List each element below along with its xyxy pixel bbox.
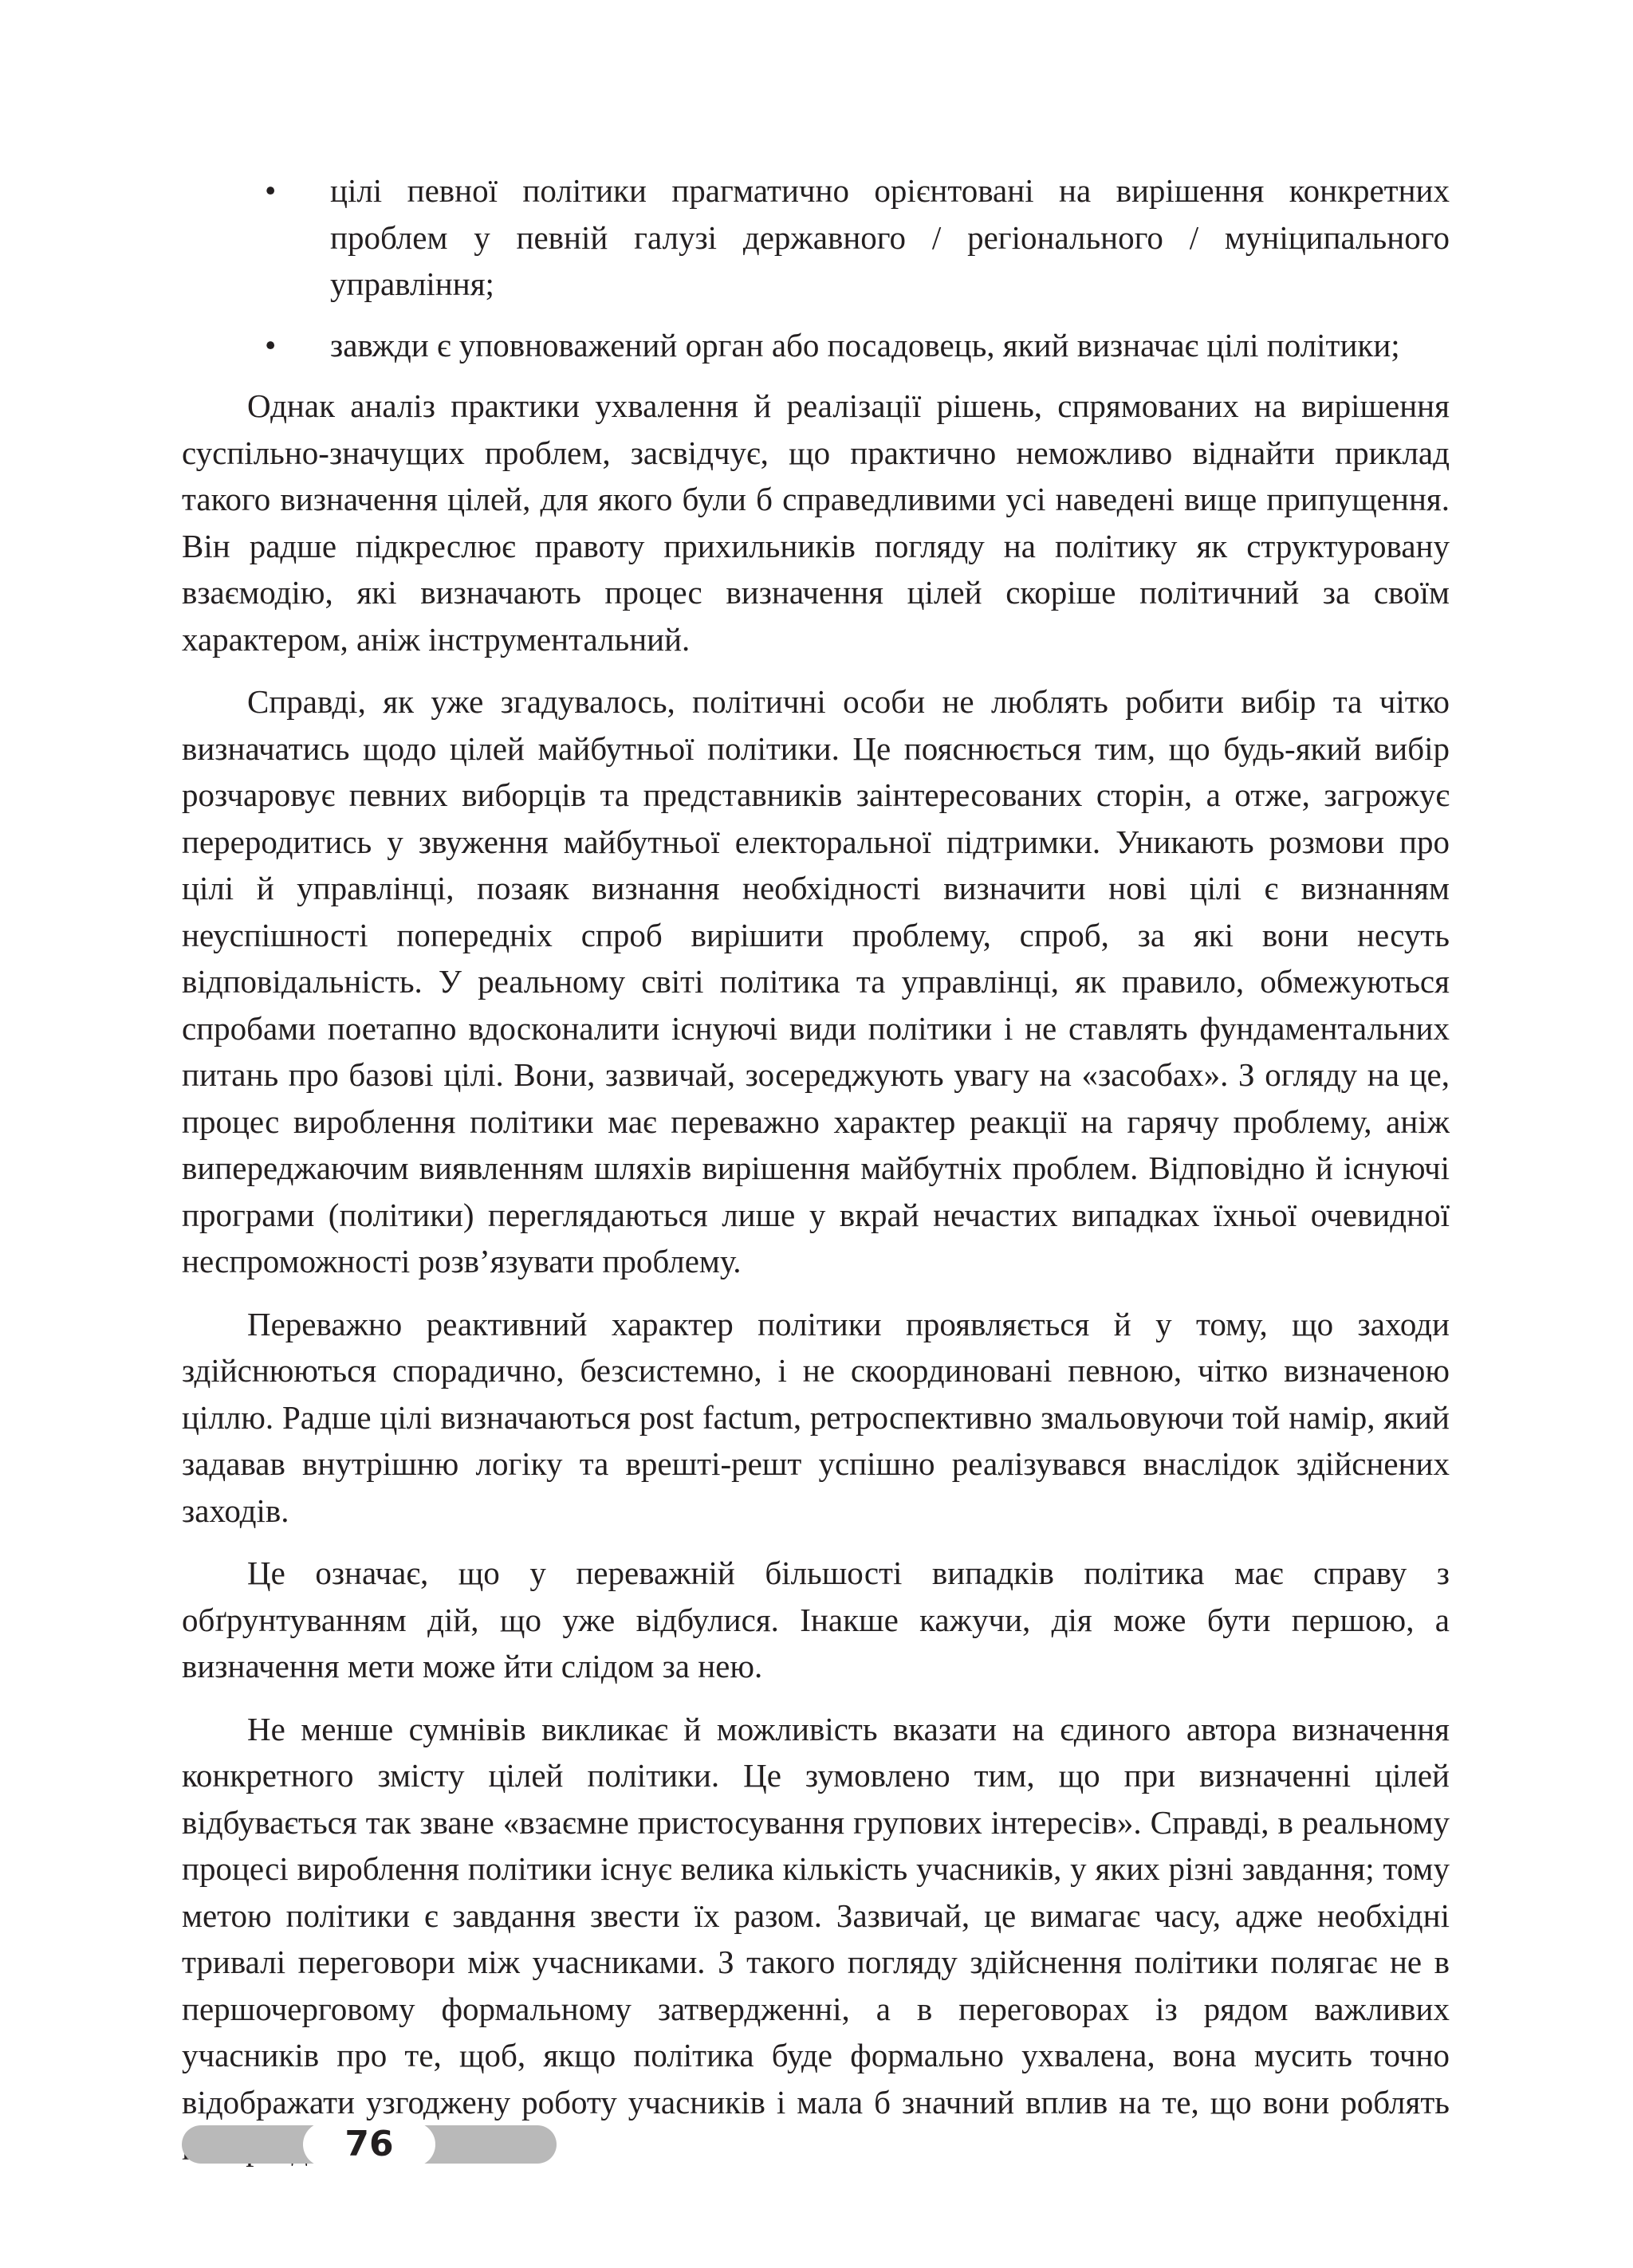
bullet-icon: • [265,172,277,209]
paragraph: Справді, як уже згадувалось, політичні особи не люблять робити вибір та чітко визначатись щодо цілей майбутньої політики. Це пояснюється тим, що будь-який вибір розчаровує певних виборців та представників заінтересованих сторін, а отже, загрожує переродитись у звуження майбутньої електоральної підтримки. Уникають розмови про цілі й управлінці, позаяк визнання необхідності визначити нові цілі є визнанням неуспішності попередніх спроб вирішити проблему, спроб, за які вони несуть відповідальність. У реальному світі політика та управлінці, як правило, обмежуються спробами поетапно вдосконалити існуючі види політики і не ставлять фундаментальних питань про базові цілі. Вони, зазвичай, зосереджують увагу на «засобах». З огляду на це, процес вироблення політики має переважно характер реакції на гарячу проблему, аніж випереджаючим виявленням шляхів вирішення майбутніх проблем. Відповідно й існуючі програми (політики) переглядаються лише у вкрай нечастих випадках їхньої очевидної неспроможності розв’язувати проблему. [182,683,1450,1279]
bullet-text: завжди є уповноважений орган або посадовець, який визначає цілі політики; [330,326,1400,364]
paragraph: Це означає, що у переважній більшості випадків політика має справу з обґрунтуванням дій, що уже відбулися. Інакше кажучи, дія може бути першою, а визначення мети може йти слідом за нею. [182,1555,1450,1684]
page-number: 76 [344,2124,394,2164]
body-text [182,167,1450,2188]
bullet-item [182,322,1450,369]
bullet-text: цілі певної політики прагматично орієнтовані на вирішення конкретних проблем у певній галузі державного / регіонального / муніципального управління; [330,172,1450,302]
paragraph: Переважно реактивний характер політики проявляється й у тому, що заходи здійснюються спорадично, безсистемно, і не скоординовані певною, чітко визначеною ціллю. Радше цілі визначаються post factum, ретроспективно змальовуючи той намір, який задавав внутрішню логіку та врешті-решт успішно реалізувався внаслідок здійснених заходів. [182,1305,1450,1529]
bullet-list [182,167,1450,368]
page-number-badge [182,2122,557,2167]
paragraph: Однак аналіз практики ухвалення й реалізації рішень, спрямованих на вирішення суспільно-значущих проблем, засвідчує, що практично неможливо віднайти приклад такого визначення цілей, для якого були б справедливими усі наведені вище припущення. Він радше підкреслює правоту прихильників погляду на політику як структуровану взаємодію, які визначають процес визначення цілей скоріше політичний за своїм характером, аніж інструментальний. [182,387,1450,658]
paragraph: Не менше сумнівів викликає й можливість вказати на єдиного автора визначення конкретного змісту цілей політики. Це зумовлено тим, що при визначенні цілей відбувається так зване «взаємне пристосування групових інтересів». Справді, в реальному процесі вироблення політики існує велика кількість учасників, у яких різні завдання; тому метою політики є завдання звести їх разом. Зазвичай, це вимагає часу, адже необхідні тривалі переговори між учасниками. З такого погляду здійснення політики полягає не в першочерговому формальному затвердженні, а в переговорах із рядом важливих учасників про те, щоб, якщо політика буде формально ухвалена, вона мусить точно відображати узгоджену роботу учасників і мала б значний вплив на те, що вони роблять [182,1710,1450,2121]
bullet-item [182,167,1450,308]
bullet-icon: • [265,326,277,364]
